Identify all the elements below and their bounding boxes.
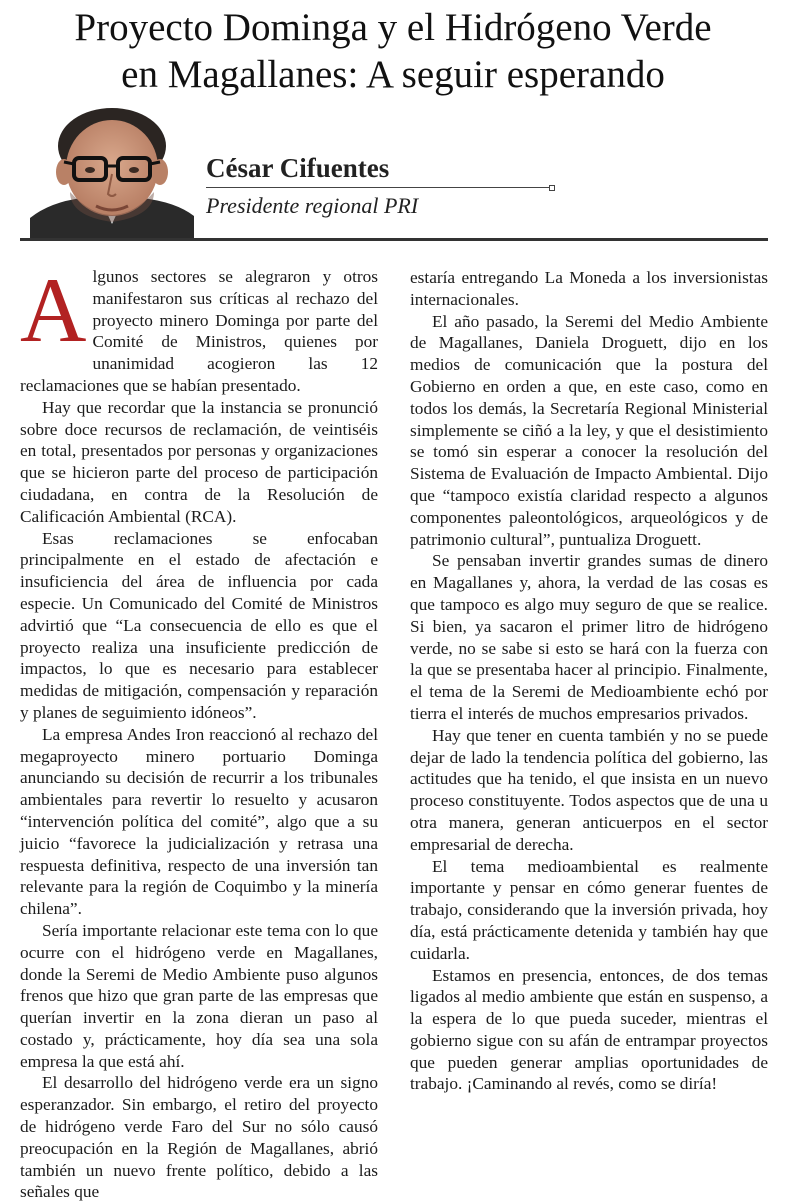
header-divider [20,238,768,241]
paragraph: lgunos sectores se alegraron y otros manifestaron sus críticas al rechazo del proyecto minero Dominga por parte del Comité de Ministros, quienes por unanimidad acogieron las 12 reclamaciones que se habían presentado. [20,267,378,395]
paragraph: Esas reclamaciones se enfocaban principalmente en el estado de afectación e insuficiencia del área de influencia por cada especie. Un Comunicado del Comité de Ministros advirtió que “La consecuencia de ello es que el proyecto realiza una insuficiente predicción de impactos, lo que es necesario para establecer medidas de mitigación, compensación y reparación y planes de seguimiento idóneos”. [20,528,378,722]
paragraph: La empresa Andes Iron reaccionó al rechazo del megaproyecto minero portuario Dominga anunciando su decisión de recurrir a los tribunales ambientales para revertir lo resuelto y acusaron “intervención política del comité”, algo que a su juicio “favorece la judicialización y retrasa una respuesta definitiva, respecto de una inversión tan relevante para la región de Coquimbo y la minería chilena”. [20,724,378,919]
author-divider [206,187,550,188]
paragraph: Se pensaban invertir grandes sumas de dinero en Magallanes y, ahora, la verdad de las cosas es que tampoco es algo muy seguro de que se realice. Si bien, ya sacaron el primer litro de hidrógeno verde, no se sabe si esto se hará con la fuerza con la que se presentaba hacer al principio. Finalmente, el tema de la Seremi de Medioambiente echó por tierra el interés de muchos empresarios privados. [410,551,768,723]
article-column-left [20,259,378,1203]
paragraph: Hay que tener en cuenta también y no se puede dejar de lado la tendencia política del gobierno, las actitudes que ha tenido, el que insista en un nuevo proceso constituyente. Todos aspectos que de una u otra manera, generan anticuerpos en el sector empresarial de derecha. [410,725,768,854]
author-name: César Cifuentes [206,153,390,183]
paragraph: Hay que recordar que la instancia se pronunció sobre doce recursos de reclamación, de veintiséis en total, presentados por personas y organizaciones que se hicieron parte del proceso de participación ciudadana, en contra de la Resolución de Calificación Ambiental (RCA). [20,397,378,526]
article-column-right [410,267,768,1095]
author-role: Presidente regional PRI [206,193,419,218]
paragraph: El tema medioambiental es realmente importante y pensar en cómo generar fuentes de trabajo, considerando que la inversión privada, hoy día, está prácticamente detenida y también hay que cuidarla. [410,856,768,963]
author-photo [30,106,194,238]
paragraph: Sería importante relacionar este tema con lo que ocurre con el hidrógeno verde en Magallanes, donde la Seremi de Medio Ambiente puso algunos frenos que hizo que gran parte de las empresas que querían invertir en la zona dieran un paso al costado y, prácticamente, hoy día sea una sola empresa la que está ahí. [20,920,378,1071]
paragraph: El desarrollo del hidrógeno verde era un signo esperanzador. Sin embargo, el retiro del proyecto de hidrógeno verde Faro del Sur no sólo causó preocupación en la Región de Magallanes, abrió también un nuevo frente político, debido a las señales que [20,1073,378,1202]
title-line-1: Proyecto Dominga y el Hidrógeno Verde [74,6,712,49]
paragraph: estaría entregando La Moneda a los inversionistas internacionales. [410,268,768,309]
drop-cap: A [20,259,87,361]
paragraph: Estamos en presencia, entonces, de dos temas ligados al medio ambiente que están en suspenso, a la espera de lo que pueda suceder, mientras el gobierno sigue con su afán de entrampar proyectos que pueden generar amplias oportunidades de trabajo. ¡Caminando al revés, como se diría! [410,965,768,1094]
title-line-2: en Magallanes: A seguir esperando [121,53,665,96]
article-title [0,4,786,98]
paragraph: El año pasado, la Seremi del Medio Ambiente de Magallanes, Daniela Droguett, dijo en los medios de comunicación que la postura del Gobierno en orden a que, en este caso, como en todos los demás, la Secretaría Regional Ministerial simplemente se ciñó a la ley, y que el desistimiento se tomó sin esperar a conocer la resolución del Sistema de Evaluación de Impacto Ambiental. Dijo que “tampoco existía claridad respecto a algunos componentes paleontológicos, arqueológicos y de patrimonio cultural”, puntualiza Droguett. [410,311,768,549]
